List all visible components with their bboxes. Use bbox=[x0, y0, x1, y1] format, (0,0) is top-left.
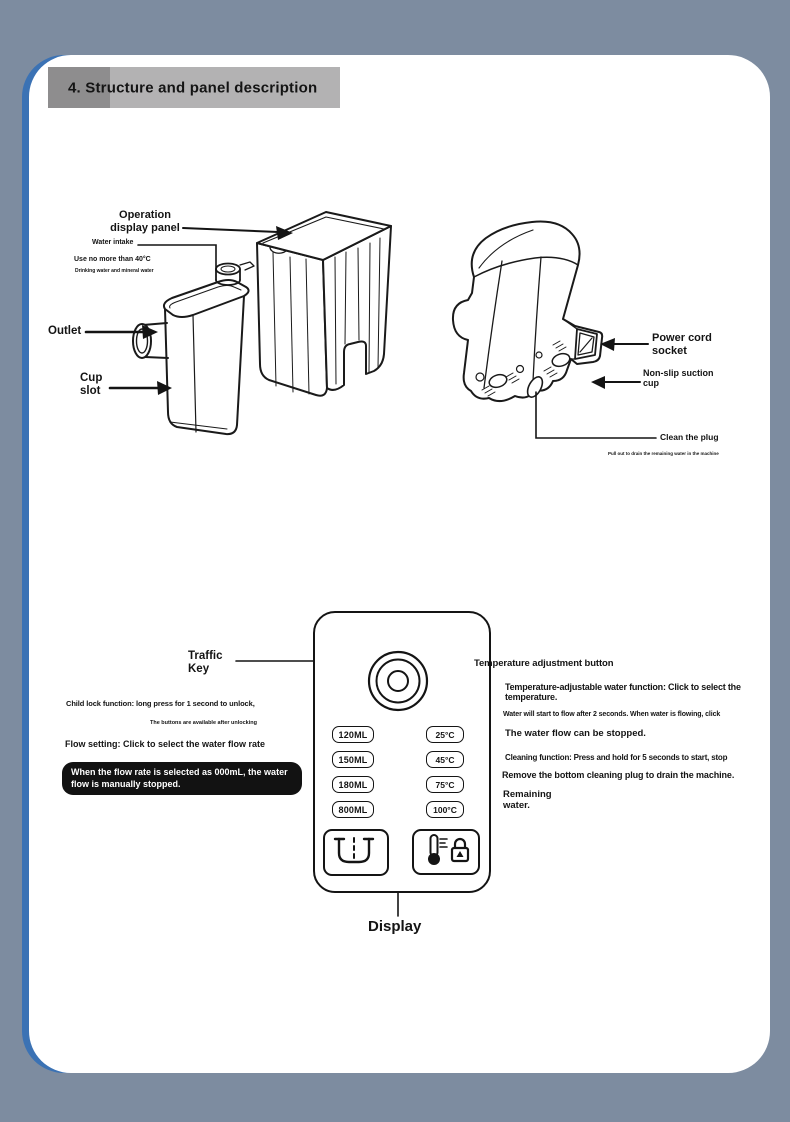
lock-icon bbox=[452, 839, 468, 861]
note-child-lock: Child lock function: long press for 1 second to unlock, bbox=[66, 699, 255, 708]
label-intake-subnote: Drinking water and mineral water bbox=[75, 268, 154, 274]
button-cup-level bbox=[323, 829, 389, 876]
label-non-slip-suction-cup: Non-slip suction cup bbox=[643, 368, 714, 389]
label-intake-note: Use no more than 40°C bbox=[74, 256, 151, 263]
label-cup-slot: Cup slot bbox=[80, 372, 103, 398]
button-flow-180ml: 180ML bbox=[332, 776, 374, 793]
thermometer-icon bbox=[428, 835, 447, 865]
label-temp-adjustment-button: Temperature adjustment button bbox=[474, 658, 614, 669]
note-remaining-water: Remaining water. bbox=[503, 789, 552, 811]
section-header bbox=[48, 67, 340, 108]
note-child-lock-small: The buttons are available after unlocking bbox=[150, 720, 257, 726]
dispenser-front-illustration bbox=[130, 196, 420, 466]
dial-knob-icon bbox=[360, 643, 436, 719]
label-power-cord-socket: Power cord socket bbox=[652, 332, 712, 357]
label-outlet: Outlet bbox=[48, 325, 82, 337]
button-temp-45c: 45°C bbox=[426, 751, 464, 768]
button-temp-75c: 75°C bbox=[426, 776, 464, 793]
button-temp-100c: 100°C bbox=[426, 801, 464, 818]
button-flow-150ml: 150ML bbox=[332, 751, 374, 768]
button-flow-120ml: 120ML bbox=[332, 726, 374, 743]
dispenser-bottom-illustration bbox=[440, 205, 670, 450]
button-temp-lock bbox=[412, 829, 480, 875]
label-clean-plug-note: Pull out to drain the remaining water in the machine bbox=[608, 451, 719, 456]
label-display: Display bbox=[368, 918, 422, 935]
note-flow-stop: The water flow can be stopped. bbox=[505, 728, 646, 739]
cup-level-icon bbox=[325, 831, 383, 870]
button-temp-25c: 25°C bbox=[426, 726, 464, 743]
note-flow-stop-box: When the flow rate is selected as 000mL, the water flow is manually stopped. bbox=[62, 762, 302, 795]
button-flow-800ml: 800ML bbox=[332, 801, 374, 818]
note-flow-setting: Flow setting: Click to select the water flow rate bbox=[65, 739, 266, 749]
note-flow-start: Water will start to flow after 2 seconds. When water is flowing, click bbox=[503, 711, 721, 718]
note-cleaning-function: Cleaning function: Press and hold for 5 seconds to start, stop bbox=[505, 753, 728, 762]
label-clean-the-plug: Clean the plug bbox=[660, 432, 719, 442]
note-remove-plug: Remove the bottom cleaning plug to drain the machine. bbox=[502, 770, 735, 780]
label-water-intake: Water intake bbox=[92, 239, 134, 246]
label-traffic-key: Traffic Key bbox=[188, 650, 223, 676]
note-temp-function: Temperature-adjustable water function: Click to select the temperature. bbox=[505, 682, 741, 703]
section-title: 4. Structure and panel description bbox=[68, 79, 318, 96]
label-operation-display-panel: Operation display panel bbox=[110, 209, 180, 234]
